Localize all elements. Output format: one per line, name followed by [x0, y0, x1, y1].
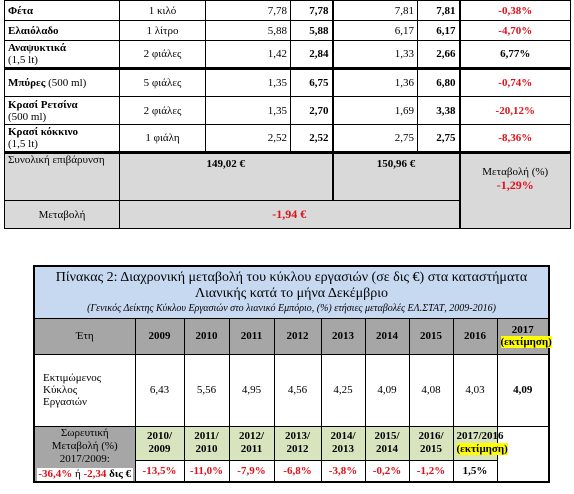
- cumulative-pct: -36,4%: [38, 467, 73, 480]
- period-change: -3,8%: [321, 461, 365, 482]
- year-header: 2015: [409, 318, 453, 354]
- turnover-value: 6,43: [135, 354, 184, 426]
- period-header-estimate: 2017/2016 (εκτίμηση): [453, 426, 497, 461]
- product-name: Ελαιόλαδο: [8, 24, 59, 37]
- period-change-estimate: 1,5%: [453, 461, 497, 482]
- turnover-value-estimate: 4,09: [497, 354, 549, 426]
- period-change: -11,0%: [184, 461, 229, 482]
- total-price-2: 6,17: [418, 21, 460, 41]
- unit-price-1: 1,42: [206, 41, 291, 69]
- period-header: 2015/ 2014: [365, 426, 409, 461]
- period-change: -13,5%: [135, 461, 184, 482]
- periods-row: [34, 426, 549, 461]
- year-header: 2010: [184, 318, 229, 354]
- period-change: -1,2%: [409, 461, 453, 482]
- total-price-1: 7,78: [291, 1, 333, 21]
- product-name-cell: [5, 1, 120, 21]
- product-size: (500 ml): [48, 77, 87, 89]
- product-name-cell: [5, 97, 120, 125]
- turnover-table: [33, 265, 550, 483]
- product-name-cell: [5, 21, 120, 41]
- total-price-1: 2,52: [291, 125, 333, 153]
- product-qty: 5 φιάλες: [120, 69, 206, 97]
- price-comparison-table: [4, 0, 571, 229]
- period-change: -7,9%: [229, 461, 274, 482]
- product-qty: 1 λίτρο: [120, 21, 206, 41]
- total-1-value: 149,02 €: [120, 153, 333, 201]
- year-header: 2009: [135, 318, 184, 354]
- price-change: -0,74%: [460, 69, 571, 97]
- unit-price-2: 1,69: [333, 97, 418, 125]
- price-change: 6,77%: [460, 41, 571, 69]
- total-change-value: -1,29%: [496, 178, 534, 192]
- product-name: Μπύρες: [8, 77, 46, 89]
- unit-price-2: 7,81: [333, 1, 418, 21]
- cumulative-change-cell: [34, 426, 135, 482]
- unit-price-1: 2,52: [206, 125, 291, 153]
- product-name: Αναψυκτικά: [8, 42, 66, 54]
- unit-price-2: 1,33: [333, 41, 418, 69]
- product-size: (1,5 lt): [8, 54, 38, 66]
- turnover-value: 4,56: [274, 354, 321, 426]
- cumulative-joiner: ή: [74, 467, 81, 480]
- cumulative-label: Σωρευτική Μεταβολή (%) 2017/2009:: [51, 426, 118, 465]
- period-header: 2012/ 2011: [229, 426, 274, 461]
- total-price-2: 7,81: [418, 1, 460, 21]
- unit-price-2: 6,17: [333, 21, 418, 41]
- total-price-1: 6,75: [291, 69, 333, 97]
- product-row: [5, 1, 571, 21]
- period-header: 2013/ 2012: [274, 426, 321, 461]
- total-2-value: 150,96 €: [333, 153, 460, 201]
- total-price-2: 3,38: [418, 97, 460, 125]
- table-title-cell: [34, 266, 549, 318]
- years-label: Έτη: [34, 318, 135, 354]
- total-change-cell: [460, 153, 571, 229]
- turnover-value: 4,95: [229, 354, 274, 426]
- estimate-badge: (εκτίμηση): [500, 336, 552, 348]
- turnover-label: Εκτιμώμενος Κύκλος Εργασιών: [34, 354, 135, 426]
- cumulative-abs: -2,34: [83, 467, 107, 480]
- years-row: [34, 318, 549, 354]
- turnover-value: 4,09: [365, 354, 409, 426]
- product-row: [5, 41, 571, 69]
- turnover-value: 4,25: [321, 354, 365, 426]
- product-name-cell: [5, 125, 120, 153]
- price-change: -20,12%: [460, 97, 571, 125]
- period-header: 2010/ 2009: [135, 426, 184, 461]
- unit-price-1: 1,35: [206, 97, 291, 125]
- year-header: 2013: [321, 318, 365, 354]
- total-price-1: 5,88: [291, 21, 333, 41]
- product-qty: 2 φιάλες: [120, 97, 206, 125]
- year-last: 2017: [511, 324, 534, 336]
- price-change: -8,36%: [460, 125, 571, 153]
- difference-label: Μεταβολή: [5, 201, 120, 229]
- total-price-1: 2,70: [291, 97, 333, 125]
- turnover-row: [34, 354, 549, 426]
- product-row: [5, 21, 571, 41]
- year-header: 2011: [229, 318, 274, 354]
- table-subtitle: (Γενικός Δείκτης Κύκλου Εργασιών στο λιανικό Εμπόριο, (%) ετήσιες μεταβολές ΕΛ.ΣΤΑΤ, 2009-2016): [87, 302, 496, 314]
- product-row: [5, 69, 571, 97]
- year-header: 2014: [365, 318, 409, 354]
- product-name: Φέτα: [8, 4, 34, 17]
- unit-price-1: 7,78: [206, 1, 291, 21]
- total-change-label: Μεταβολή (%): [482, 166, 549, 178]
- turnover-value: 5,56: [184, 354, 229, 426]
- year-header: 2012: [274, 318, 321, 354]
- period-change: -6,8%: [274, 461, 321, 482]
- product-name: Κρασί Ρετσίνα: [8, 98, 78, 111]
- total-price-1: 2,84: [291, 41, 333, 69]
- cumulative-unit: δις €: [109, 467, 132, 480]
- product-name: Κρασί κόκκινο: [8, 126, 79, 138]
- product-qty: 1 κιλό: [120, 1, 206, 21]
- product-qty: 2 φιάλες: [120, 41, 206, 69]
- total-price-2: 2,66: [418, 41, 460, 69]
- period-header: 2016/ 2015: [409, 426, 453, 461]
- turnover-value: 4,03: [453, 354, 497, 426]
- product-name-cell: [5, 69, 120, 97]
- unit-price-1: 5,88: [206, 21, 291, 41]
- price-change: -0,38%: [460, 1, 571, 21]
- period-header: 2014/ 2013: [321, 426, 365, 461]
- year-header: 2016: [453, 318, 497, 354]
- total-row: [5, 153, 571, 201]
- total-price-2: 6,80: [418, 69, 460, 97]
- product-qty: 1 φιάλη: [120, 125, 206, 153]
- total-label: Συνολική επιβάρυνση: [5, 153, 120, 201]
- year-header-estimate: [497, 318, 552, 354]
- total-price-2: 2,75: [418, 125, 460, 153]
- product-row: [5, 125, 571, 153]
- unit-price-1: 1,35: [206, 69, 291, 97]
- product-name-cell: [5, 41, 120, 69]
- product-row: [5, 97, 571, 125]
- table-title: Πίνακας 2: Διαχρονική μεταβολή του κύκλου εργασιών (σε δις €) στα καταστήματα Λιανικής κατά το μήνα Δεκέμβριο: [55, 269, 528, 301]
- unit-price-2: 2,75: [333, 125, 418, 153]
- period-header: 2011/ 2010: [184, 426, 229, 461]
- difference-value: -1,94 €: [120, 201, 460, 229]
- period-change: -0,2%: [365, 461, 409, 482]
- product-size: (500 ml): [8, 110, 47, 123]
- unit-price-2: 1,36: [333, 69, 418, 97]
- price-change: -4,70%: [460, 21, 571, 41]
- turnover-value: 4,08: [409, 354, 453, 426]
- product-size: (1,5 lt): [8, 138, 38, 150]
